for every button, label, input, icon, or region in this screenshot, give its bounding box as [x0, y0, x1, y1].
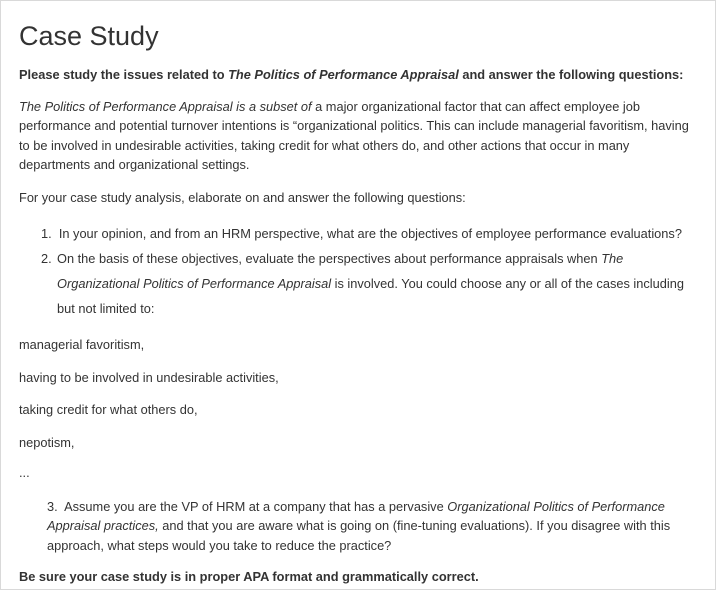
paragraph-politics [19, 97, 699, 174]
list-item-3-number: 3. [47, 499, 58, 514]
closing-instruction: Be sure your case study is in proper APA format and grammatically correct. [19, 569, 479, 584]
list-item-2-italic: The Organizational Politics of Performance Appraisal [57, 251, 624, 291]
list-item-3-before: Assume you are the VP of HRM at a company that has a pervasive [64, 499, 448, 514]
list-item-1-text: In your opinion, and from an HRM perspective, what are the objectives of employee performance evaluations? [58, 226, 682, 241]
case-item-ellipsis: ... [19, 465, 30, 480]
para1-italic: The Politics of Performance Appraisal is a subset of [19, 99, 312, 114]
intro-instruction [19, 65, 699, 84]
list-item-3 [47, 497, 699, 555]
list-item-3-italic: Organizational Politics of Performance Appraisal practices, [47, 499, 665, 534]
list-item-2-before: On the basis of these objectives, evaluate the perspectives about performance appraisals when [57, 251, 602, 266]
intro-after: and answer the following questions: [458, 67, 684, 82]
list-item-1-number: 1. [41, 226, 52, 241]
para1-rest: a major organizational factor that can affect employee job performance and potential turnover intentions is “organizational politics. This can include managerial favoritism, having to be involved in undesirable activities, taking credit for what others do, and other actions that occur in many departments and organizational settings. [19, 99, 689, 172]
list-item-2-number: 2. [41, 251, 52, 266]
list-item-2-text [57, 246, 701, 321]
case-item: nepotism, [19, 435, 75, 450]
list-item-2-after: is involved. You could choose any or all of the cases including but not limited to: [57, 276, 684, 316]
list-item-1 [41, 221, 682, 246]
case-item: taking credit for what others do, [19, 402, 198, 417]
list-item-3-after: and that you are aware what is going on (fine-tuning evaluations). If you disagree with this approach, what steps would you take to reduce the practice? [47, 518, 671, 553]
case-item: having to be involved in undesirable activities, [19, 370, 279, 385]
paragraph-analysis: For your case study analysis, elaborate on and answer the following questions: [19, 190, 466, 205]
case-item: managerial favoritism, [19, 337, 145, 352]
intro-before: Please study the issues related to [19, 67, 229, 82]
page-title: Case Study [19, 21, 159, 51]
intro-italic: The Politics of Performance Appraisal [228, 67, 459, 82]
list-item-2 [41, 246, 701, 321]
